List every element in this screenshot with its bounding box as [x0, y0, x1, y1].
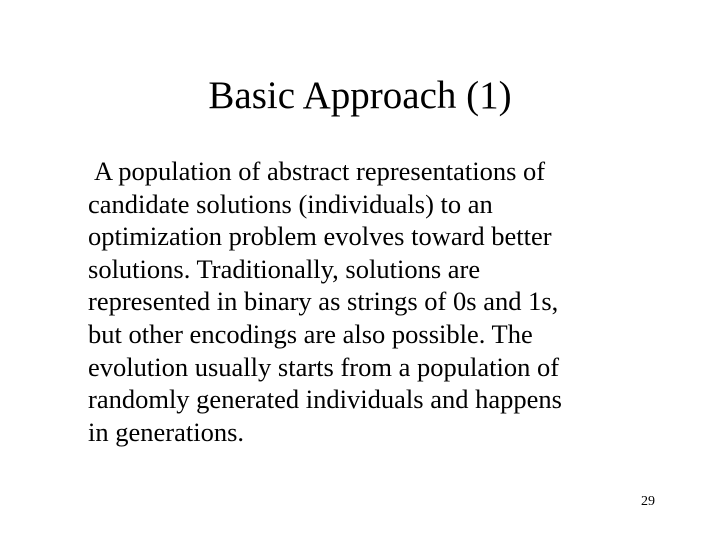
body-line: A population of abstract representations of: [94, 156, 546, 186]
slide-body: [88, 155, 678, 448]
slide-title: Basic Approach (1): [208, 74, 512, 117]
body-line: randomly generated individuals and happens: [88, 384, 562, 415]
body-line: candidate solutions (individuals) to an: [88, 188, 493, 219]
body-line: evolution usually starts from a population of: [88, 351, 560, 382]
body-line: optimization problem evolves toward better: [88, 221, 552, 252]
page-number: 29: [641, 494, 655, 509]
body-line: but other encodings are also possible. The: [88, 318, 533, 349]
body-line: in generations.: [88, 416, 245, 447]
body-line: solutions. Traditionally, solutions are: [88, 253, 481, 284]
body-line: represented in binary as strings of 0s and 1s,: [88, 286, 559, 317]
